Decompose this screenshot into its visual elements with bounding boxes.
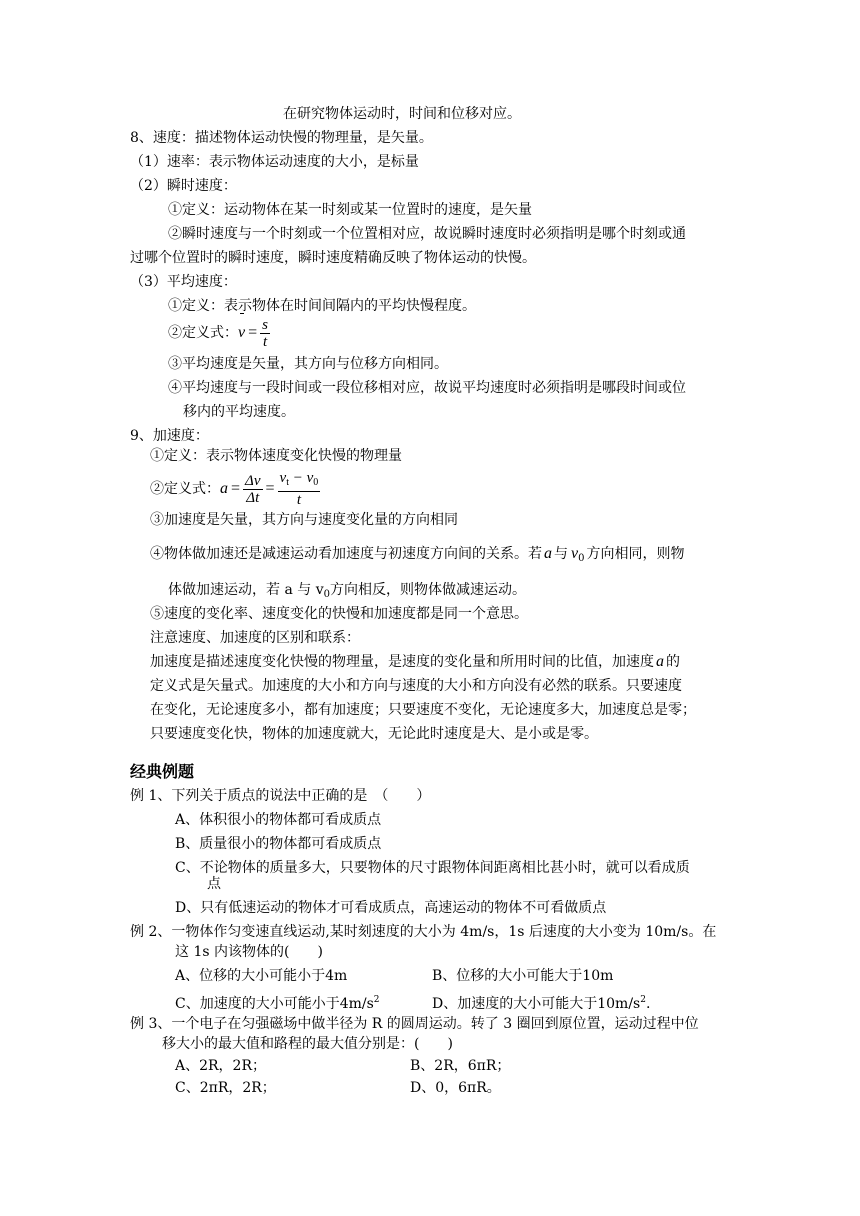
option <box>175 990 380 1014</box>
fraction <box>260 317 270 350</box>
text-segment: 加速度是描述速度变化快慢的物理量，是速度的变化量和所用时间的比值，加速度 <box>150 654 654 670</box>
text-line: 在研究物体运动时，时间和位移对应。 <box>283 106 521 122</box>
text-line: ②瞬时速度与一个时刻或一个位置相对应，故说瞬时速度时必须指明是哪个时刻或通 <box>168 226 686 242</box>
a-symbol: a <box>656 653 664 670</box>
denominator: Δt <box>246 489 260 506</box>
text-line: 在变化，无论速度多小，都有加速度；只要速度不变化，无论速度多大，加速度总是零； <box>150 702 696 718</box>
equals-sign: = <box>231 480 241 497</box>
text-line: （2）瞬时速度： <box>130 178 237 194</box>
text-line: 过哪个位置时的瞬时速度，瞬时速度精确反映了物体运动的快慢。 <box>130 250 536 266</box>
formula-prefix: ②定义式： <box>150 481 220 497</box>
option: A、体积很小的物体都可看成质点 <box>175 812 382 828</box>
example-question-continued: 这 1s 内该物体的( ) <box>175 944 323 960</box>
subscript-t: t <box>286 477 289 488</box>
text-segment: 方向相同，则物 <box>586 546 685 562</box>
example-question: 例 2、一物体作匀变速直线运动,某时刻速度的大小为 4m/s，1s 后速度的大小变为 10m/s。在 <box>130 924 717 940</box>
text-segment: 方向相反，则物体做减速运动。 <box>329 582 526 598</box>
text-line: ⑤速度的变化率、速度变化的快慢和加速度都是同一个意思。 <box>150 606 528 622</box>
option: D、只有低速运动的物体才可看成质点，高速运动的物体不可看做质点 <box>175 900 607 916</box>
formula-prefix: ②定义式： <box>168 325 238 341</box>
text-line: ①定义：运动物体在某一时刻或某一位置时的速度，是矢量 <box>168 202 532 218</box>
option: C、不论物体的质量多大，只要物体的尺寸跟物体间距离相比甚小时，就可以看成质 <box>175 860 690 876</box>
a-symbol: a <box>220 480 228 497</box>
fraction-delta <box>243 473 262 506</box>
text-line: （1）速率：表示物体运动速度的大小，是标量 <box>130 154 419 170</box>
equals-sign: = <box>248 324 258 341</box>
v0-symbol: v <box>571 545 579 562</box>
option <box>432 990 650 1014</box>
numerator <box>278 470 321 492</box>
denominator: t <box>262 333 268 350</box>
option: B、2R，6πR； <box>410 1058 511 1074</box>
text-line: 定义式是矢量式。加速度的大小和方向与速度的大小和方向没有必然的联系。只要速度 <box>150 678 682 694</box>
option: A、2R，2R； <box>175 1058 267 1074</box>
section-title: 经典例题 <box>130 762 195 781</box>
text-line: 注意速度、加速度的区别和联系： <box>150 630 360 646</box>
text-line: 8、速度：描述物体运动快慢的物理量，是矢量。 <box>130 130 433 146</box>
text-segment: D、加速度的大小可能大于10m/s <box>432 996 641 1012</box>
text-line: 只要速度变化快，物体的加速度就大，无论此时速度是大、是小或是零。 <box>150 726 598 742</box>
text-line: ①定义：表示物体速度变化快慢的物理量 <box>150 448 402 464</box>
text-segment: ④物体做加速还是减速运动看加速度与初速度方向间的关系。若 <box>150 546 542 562</box>
subscript-0: 0 <box>313 477 319 488</box>
text-line <box>150 544 684 569</box>
text-line: ①定义：表示物体在时间间隔内的平均快慢程度。 <box>168 298 476 314</box>
example-question-continued: 移大小的最大值和路程的最大值分别是：( ) <box>162 1036 453 1052</box>
superscript: 2 <box>640 995 646 1005</box>
minus-v0: − v <box>288 470 314 486</box>
text-line: ③加速度是矢量，其方向与速度变化量的方向相同 <box>150 512 458 528</box>
example-question: 例 1、下列关于质点的说法中正确的是 （ ） <box>130 788 431 804</box>
text-line <box>168 580 526 605</box>
v-bar-symbol: v <box>238 316 245 350</box>
text-segment: . <box>645 996 651 1012</box>
text-line: ③平均速度是矢量，其方向与位移方向相同。 <box>168 356 448 372</box>
text-segment: 体做加速运动，若 a 与 v <box>168 582 324 598</box>
subscript-0: 0 <box>578 553 585 564</box>
a-symbol: a <box>544 545 552 562</box>
numerator: Δv <box>245 472 261 489</box>
text-line: 9、加速度： <box>130 428 209 444</box>
numerator: s <box>262 316 268 333</box>
formula-average-velocity <box>168 316 270 350</box>
subscript-0: 0 <box>323 589 330 600</box>
option: C、2πR，2R； <box>175 1080 276 1096</box>
text-segment: 与 <box>554 546 568 562</box>
text-line <box>150 652 680 672</box>
example-question: 例 3、一个电子在匀强磁场中做半径为 R 的圆周运动。转了 3 圈回到原位置，运动过程中位 <box>130 1016 699 1032</box>
text-line: ④平均速度与一段时间或一段位移相对应，故说平均速度时必须指明是哪段时间或位 <box>168 380 686 396</box>
denominator: t <box>296 492 301 508</box>
option: B、位移的大小可能大于10m <box>432 968 614 984</box>
text-line: 移内的平均速度。 <box>183 404 295 420</box>
option-continued: 点 <box>207 876 221 892</box>
text-line: （3）平均速度： <box>130 274 237 290</box>
text-segment: C、加速度的大小可能小于4m/s <box>175 996 374 1012</box>
option: D、0，6πR。 <box>410 1080 501 1096</box>
equals-sign: = <box>265 480 275 497</box>
option: A、位移的大小可能小于4m <box>175 968 348 984</box>
vt-symbol: v <box>279 470 287 486</box>
superscript: 2 <box>373 995 380 1005</box>
option: B、质量很小的物体都可看成质点 <box>175 836 382 852</box>
formula-acceleration <box>150 470 320 508</box>
fraction-velocity <box>278 470 321 508</box>
text-segment: 的 <box>666 654 680 670</box>
